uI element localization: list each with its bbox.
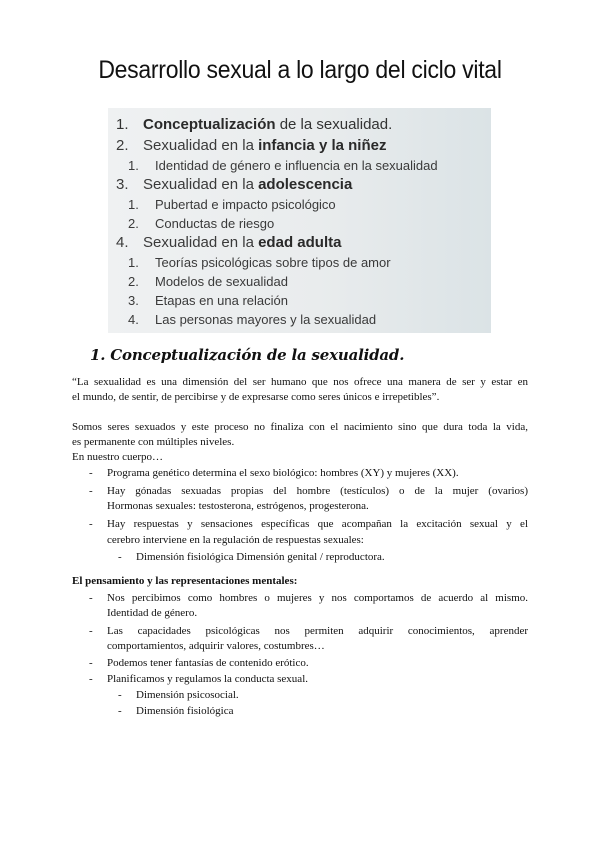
bullet-1: Programa genético determina el sexo biológico: hombres (XY) y mujeres (XX). — [107, 467, 459, 479]
bullet-dash: - — [89, 518, 93, 530]
sub-bullet-dash: - — [118, 551, 122, 563]
paragraph-line-2: es permanente con múltiples niveles. — [72, 436, 235, 448]
bullet-4-line-2: Identidad de género. — [107, 607, 198, 619]
bullet-dash: - — [89, 673, 93, 685]
bullet-3-line-2: cerebro interviene en la regulación de respuestas sexuales: — [107, 534, 364, 546]
bullet-dash: - — [89, 592, 93, 604]
page-title: Desarrollo sexual a lo largo del ciclo vital — [98, 56, 502, 84]
sub-bullet-3: Dimensión fisiológica — [136, 705, 234, 717]
bullet-dash: - — [89, 485, 93, 497]
bullet-dash: - — [89, 625, 93, 637]
bullet-5-line-1: Las capacidades psicológicas nos permiten adquirir conocimientos, aprender — [107, 625, 528, 637]
subheading: El pensamiento y las representaciones mentales: — [72, 575, 298, 587]
bullet-7: Planificamos y regulamos la conducta sexual. — [107, 673, 308, 685]
quote-line-2: el mundo, de sentir, de percibirse y de expresarse como seres únicos e irrepetibles”. — [72, 391, 440, 403]
sub-bullet-dash: - — [118, 705, 122, 717]
intro-text: En nuestro cuerpo… — [72, 451, 164, 463]
bullet-4-line-1: Nos percibimos como hombres o mujeres y nos comportamos de acuerdo al mismo. — [107, 592, 528, 604]
sub-bullet-dash: - — [118, 689, 122, 701]
bullet-6: Podemos tener fantasías de contenido erótico. — [107, 657, 309, 669]
table-of-contents: 1. Conceptualización de la sexualidad. 2. Sexualidad en la infancia y la niñez 1. Identidad de género e influencia en la sexualidad 3. Sexualidad en la adolescencia 1. Pubertad e impacto psicológico 2. Conductas de riesgo 4. Sexualidad en la edad adulta 1. Teorías psicológicas sobre tipos de amor 2. Modelos de sexualidad 3. Etapas en una relación 4. Las personas mayores y la sexualidad — [108, 108, 491, 333]
bullet-dash: - — [89, 467, 93, 479]
sub-bullet-2: Dimensión psicosocial. — [136, 689, 239, 701]
section-heading: 1. Conceptualización de la sexualidad. — [90, 346, 405, 364]
paragraph-line-1: Somos seres sexuados y este proceso no finaliza con el nacimiento sino que dura toda la vida, — [72, 421, 528, 433]
bullet-3-line-1: Hay respuestas y sensaciones específicas que acompañan la excitación sexual y el — [107, 518, 528, 530]
bullet-dash: - — [89, 657, 93, 669]
quote-line-1: “La sexualidad es una dimensión del ser humano que nos ofrece una manera de ser y estar en — [72, 376, 528, 388]
bullet-5-line-2: comportamientos, adquirir valores, costumbres… — [107, 640, 325, 652]
bullet-2-line-1: Hay gónadas sexuadas propias del hombre (testículos) o de la mujer (ovarios) — [107, 485, 528, 497]
bullet-2-line-2: Hormonas sexuales: testosterona, estrógenos, progesterona. — [107, 500, 369, 512]
sub-bullet-1: Dimensión fisiológica Dimensión genital / reproductora. — [136, 551, 385, 563]
